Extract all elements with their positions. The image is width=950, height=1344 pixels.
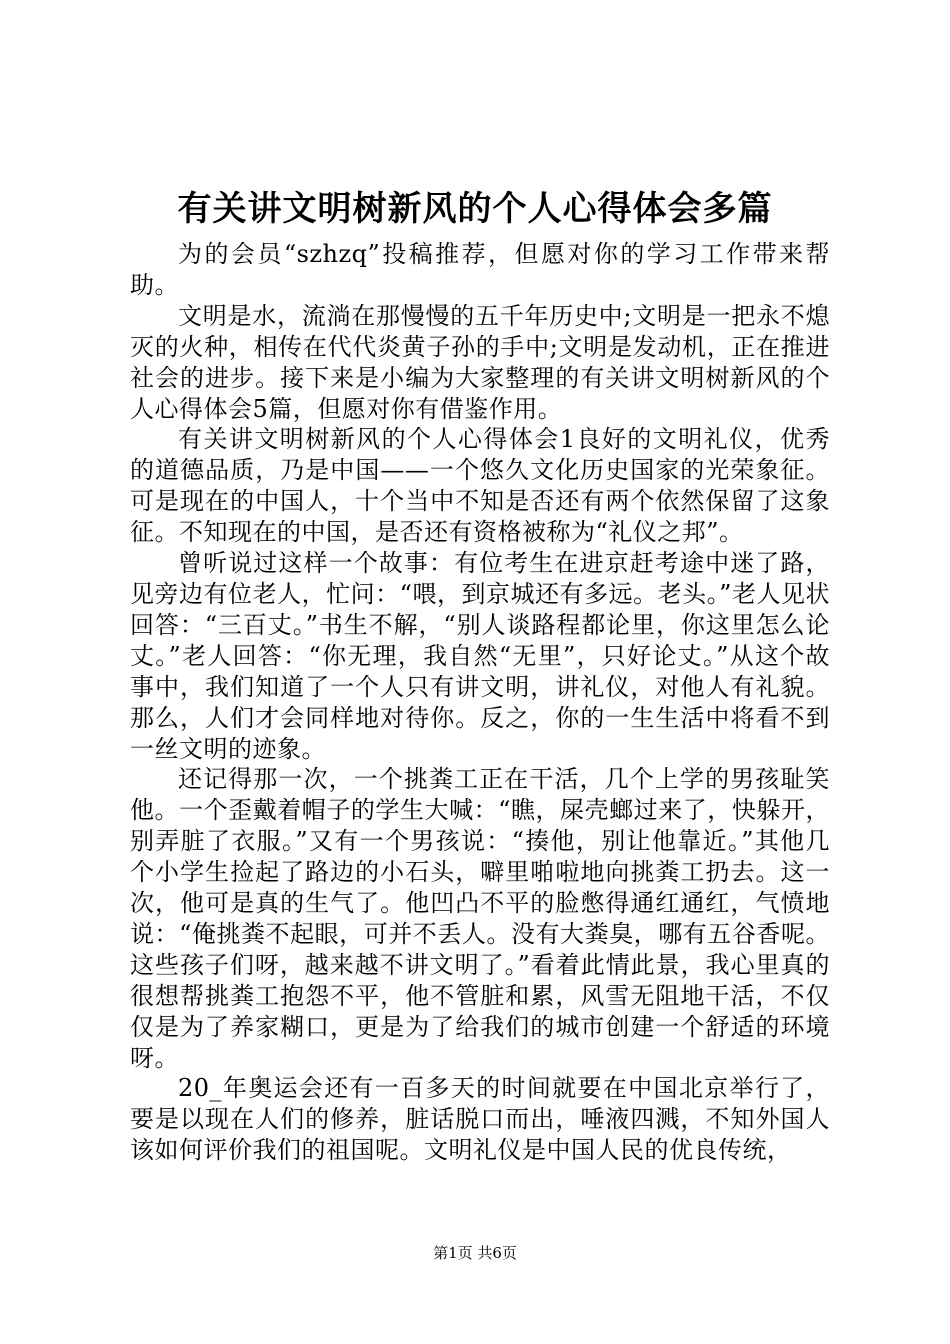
- document-body: [130, 239, 830, 1166]
- paragraph-preface: 文明是水，流淌在那慢慢的五千年历史中;文明是一把永不熄灭的火种，相传在代代炎黄子孙的手中;文明是发动机，正在推进社会的进步。接下来是小编为大家整理的有关讲文明树新风的个人心得体会5篇，但愿对你有借鉴作用。: [130, 301, 830, 423]
- document-title: 有关讲文明树新风的个人心得体会多篇: [177, 189, 773, 229]
- paragraph-essay-1-opening: 有关讲文明树新风的个人心得体会1良好的文明礼仪，优秀的道德品质，乃是中国——一个悠久文化历史国家的光荣象征。可是现在的中国人，十个当中不知是否还有两个依然保留了这象征。不知现在的中国，是否还有资格被称为“礼仪之邦”。: [130, 425, 830, 547]
- paragraph-memory: 还记得那一次，一个挑粪工正在干活，几个上学的男孩耻笑他。一个歪戴着帽子的学生大喊：“瞧，屎壳螂过来了，快躲开，别弄脏了衣服。”又有一个男孩说：“揍他，别让他靠近。”其他几个小学生捡起了路边的小石头，噼里啪啦地向挑粪工扔去。这一次，他可是真的生气了。他凹凸不平的脸憋得通红通红，气愤地说：“俺挑粪不起眼，可并不丢人。没有大粪臭，哪有五谷香呢。这些孩子们呀，越来越不讲文明了。”看着此情此景，我心里真的很想帮挑粪工抱怨不平，他不管脏和累，风雪无阻地干活，不仅仅是为了养家糊口，更是为了给我们的城市创建一个舒适的环境呀。: [130, 765, 830, 1072]
- page-number-footer: 第1页 共6页: [433, 1244, 517, 1262]
- paragraph-intro: 为的会员“szhzq”投稿推荐，但愿对你的学习工作带来帮助。: [130, 240, 830, 299]
- paragraph-story: 曾听说过这样一个故事：有位考生在进京赶考途中迷了路，见旁边有位老人，忙问：“喂，到京城还有多远。老头。”老人见状回答：“三百丈。”书生不解，“别人谈路程都论里，你这里怎么论丈。”老人回答：“你无理，我自然“无里”，只好论丈。”从这个故事中，我们知道了一个人只有讲文明，讲礼仪，对他人有礼貌。那么，人们才会同样地对待你。反之，你的一生生活中将看不到一丝文明的迹象。: [130, 549, 830, 763]
- paragraph-olympics: 20_年奥运会还有一百多天的时间就要在中国北京举行了，要是以现在人们的修养，脏话脱口而出，唾液四溅，不知外国人该如何评价我们的祖国呢。文明礼仪是中国人民的优良传统，: [130, 1074, 830, 1165]
